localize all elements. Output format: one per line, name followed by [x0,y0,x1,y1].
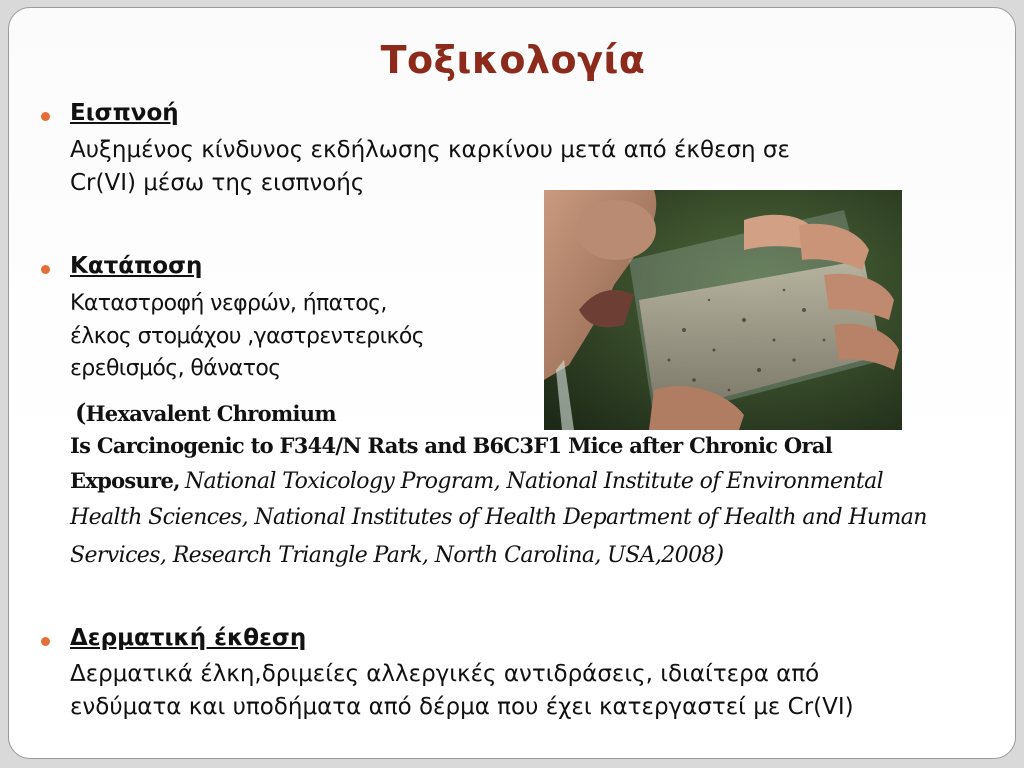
reference-bold-1: Hexavalent Chromium [85,401,336,426]
dermal-line-2: ενδύματα και υποδήματα από δέρμα που έχει κατεργαστεί με Cr(VI) [70,694,854,720]
reference-line-2: Is Carcinogenic to F344/N Rats and B6C3F1 Mice after Chronic Oral [70,433,833,458]
reference-line-4: Health Sciences, National Institutes of Health Department of Health and Human [70,505,927,530]
reference-line-3 [70,468,883,494]
slide-title: Τοξικολογία [380,38,646,82]
reference-italic-1: National Toxicology Program, National Institute of Environmental [184,469,884,494]
ingestion-line-1: Καταστροφή νεφρών, ήπατος, [70,291,387,316]
inhalation-heading: Εισπνοή [70,100,179,126]
inhalation-line-1: Αυξημένος κίνδυνος εκδήλωσης καρκίνου μετά από έκθεση σε [70,137,790,163]
ingestion-line-3: ερεθισμός, θάνατος [70,356,281,381]
reference-open-paren: ( [75,398,86,427]
dermal-heading: Δερματική έκθεση [70,625,307,651]
inhalation-line-2: Cr(VI) μέσω της εισπνοής [70,170,365,196]
reference-line-5 [70,540,724,568]
drinking-water-photo [544,190,902,430]
ingestion-heading: Κατάποση [70,253,203,279]
reference-close-paren: ) [714,540,725,568]
reference-line-1 [75,398,336,427]
bullet-icon [41,265,50,274]
reference-italic-3: Services, Research Triangle Park, North Carolina, USA,2008 [70,543,715,568]
dermal-line-1: Δερματικά έλκη,δριμείες αλλεργικές αντιδράσεις, ιδιαίτερα από [70,661,820,687]
ingestion-line-2: έλκος στομάχου ,γαστρεντερικός [70,324,425,349]
reference-bold-3: Exposure, [70,468,180,493]
bullet-icon [41,637,50,646]
bullet-icon [41,112,50,121]
slide [8,7,1016,759]
